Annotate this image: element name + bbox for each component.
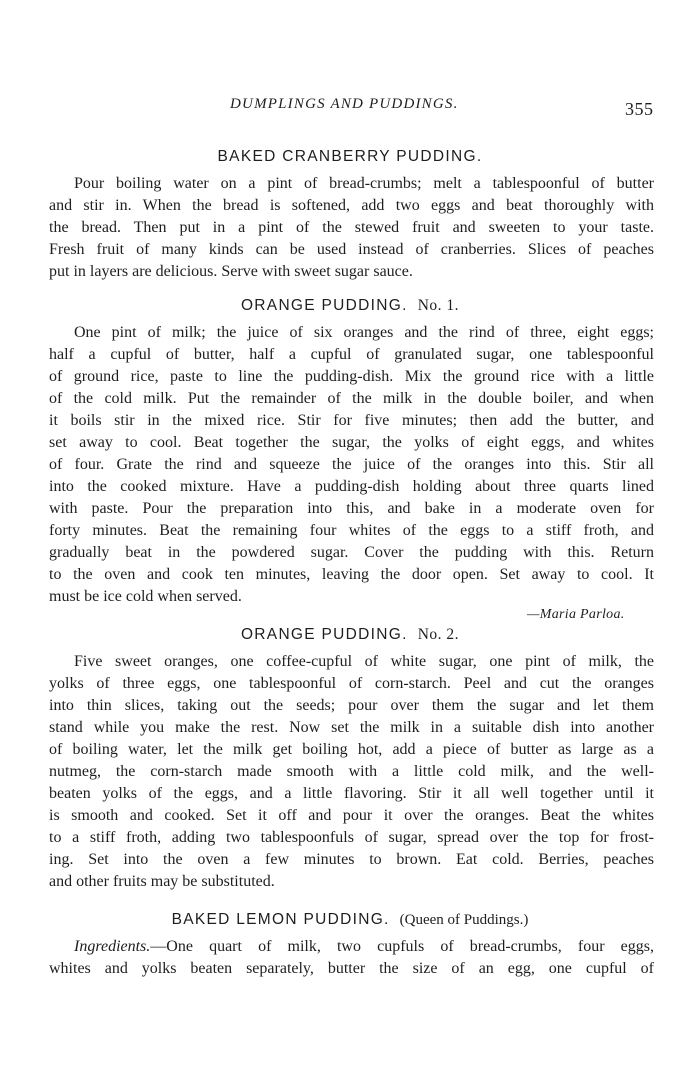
body-line: of boiling water, let the milk get boiling hot, add a piece of butter as large as a <box>49 741 654 758</box>
body-line: beaten yolks of the eggs, and a little flavoring. Stir it all well together until it <box>49 785 654 802</box>
body-line: the bread. Then put in a pint of the stewed fruit and sweeten to your taste. <box>49 219 654 236</box>
body-line: forty minutes. Beat the remaining four whites of the eggs to a stiff froth, and <box>49 522 654 539</box>
body-line-with-lead-in <box>74 936 654 958</box>
recipe-number: No. 2. <box>417 626 460 643</box>
recipe-title-text: ORANGE PUDDING. <box>240 297 408 314</box>
recipe-title-text: BAKED LEMON PUDDING. <box>171 911 390 928</box>
body-line: is smooth and cooked. Set it off and pour it over the oranges. Beat the whites <box>49 807 654 824</box>
body-line: with paste. Pour the preparation into this, and bake in a moderate oven for <box>49 500 654 517</box>
body-line: set away to cool. Beat together the sugar, the yolks of eight eggs, and whites <box>49 434 654 451</box>
body-line: of ground rice, paste to line the pudding-dish. Mix the ground rice with a little <box>49 368 654 385</box>
body-line: of the cold milk. Put the remainder of the milk in the double boiler, and when <box>49 390 654 407</box>
body-line: half a cupful of butter, half a cupful of granulated sugar, one tablespoonful <box>49 346 654 363</box>
recipe-number: No. 1. <box>417 297 460 314</box>
page-number: 355 <box>625 99 654 119</box>
recipe-title-text: BAKED CRANBERRY PUDDING. <box>217 148 483 165</box>
body-line: Five sweet oranges, one coffee-cupful of white sugar, one pint of milk, the <box>74 653 654 670</box>
body-line: and stir in. When the bread is softened, add two eggs and beat thoroughly with <box>49 197 654 214</box>
body-line: ing. Set into the oven a few minutes to brown. Eat cold. Berries, peaches <box>49 851 654 868</box>
body-line: to a stiff froth, adding two tablespoonfuls of sugar, spread over the top for frost- <box>49 829 654 846</box>
body-line: and other fruits may be substituted. <box>49 873 275 890</box>
body-line: to the oven and cook ten minutes, leaving the door open. Set away to cool. It <box>49 566 654 583</box>
body-line: yolks of three eggs, one tablespoonful of corn-starch. Peel and cut the oranges <box>49 675 654 692</box>
recipe-title-orange-pudding-1 <box>0 297 700 315</box>
body-line-text: —One quart of milk, two cupfuls of bread-crumbs, four eggs, <box>150 938 654 955</box>
body-line: stand while you make the rest. Now set the milk in a suitable dish into another <box>49 719 654 736</box>
recipe-qualifier: (Queen of Puddings.) <box>399 912 529 928</box>
running-head: DUMPLINGS AND PUDDINGS. <box>230 96 459 112</box>
body-line: must be ice cold when served. <box>49 588 242 605</box>
recipe-title-text: ORANGE PUDDING. <box>240 626 408 643</box>
body-line: gradually beat in the powdered sugar. Cover the pudding with this. Return <box>49 544 654 561</box>
body-line: Fresh fruit of many kinds can be used instead of cranberries. Slices of peaches <box>49 241 654 258</box>
recipe-attribution: —Maria Parloa. <box>527 607 625 622</box>
body-line: whites and yolks beaten separately, butter the size of an egg, one cupful of <box>49 960 654 977</box>
lead-in: Ingredients. <box>74 938 151 955</box>
body-line: nutmeg, the corn-starch made smooth with a little cold milk, and the well- <box>49 763 654 780</box>
body-line: it boils stir in the mixed rice. Stir for five minutes; then add the butter, and <box>49 412 654 429</box>
body-line: of four. Grate the rind and squeeze the juice of the oranges into this. Stir all <box>49 456 654 473</box>
body-line: One pint of milk; the juice of six oranges and the rind of three, eight eggs; <box>74 324 654 341</box>
body-line: into thin slices, taking out the seeds; pour over them the sugar and let them <box>49 697 654 714</box>
body-line: into the cooked mixture. Have a pudding-dish holding about three quarts lined <box>49 478 654 495</box>
body-line: put in layers are delicious. Serve with sweet sugar sauce. <box>49 263 413 280</box>
recipe-title-orange-pudding-2 <box>0 626 700 644</box>
body-line: Pour boiling water on a pint of bread-crumbs; melt a tablespoonful of butter <box>74 175 654 192</box>
recipe-title-baked-cranberry-pudding <box>0 148 700 166</box>
recipe-title-baked-lemon-pudding <box>0 911 700 929</box>
